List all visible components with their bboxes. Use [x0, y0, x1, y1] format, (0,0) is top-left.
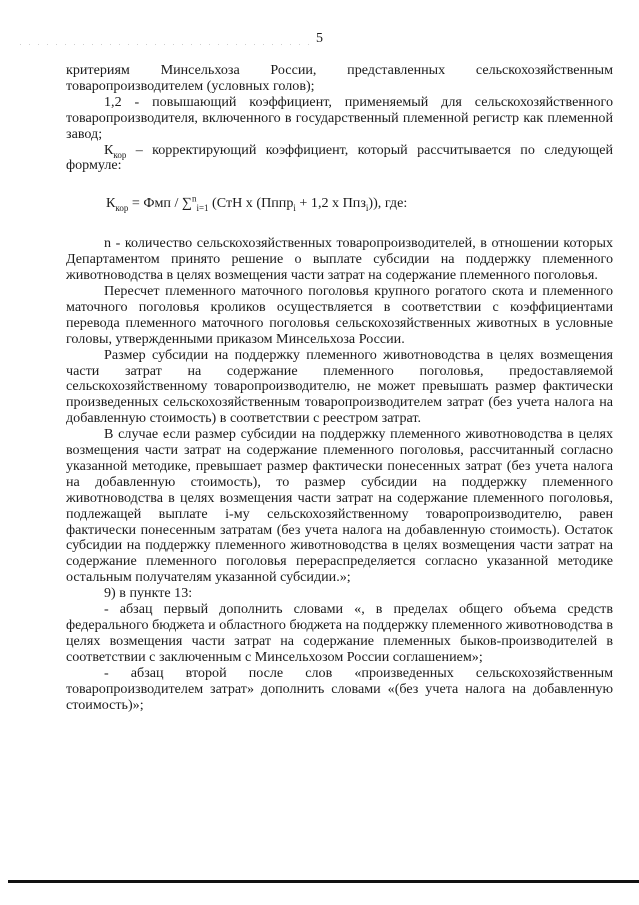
kkor-text: – корректирующий коэффициент, который рассчитывается по следующей формуле: — [66, 141, 613, 174]
paragraph-n-definition: n - количество сельскохозяйственных товаропроизводителей, в отношении которых Департаментом принято решение о выплате субсидии на поддержку племенного животноводства в целях возмещения части затрат на содержание племенного поголовья. — [66, 235, 613, 284]
formula-sum-sub: i=1 — [196, 203, 209, 214]
paragraph-excess-case: В случае если размер субсидии на поддержку племенного животноводства в целях возмещения части затрат на содержание племенного поголовья, рассчитанный согласно указанной методике, превышает размер фактически понесенных затрат (без учета налога на добавленную стоимость), то размер субсидии на поддержку племенного животноводства в целях возмещения части затрат на содержание племенного поголовья, подлежащей выплате i-му сельскохозяйственному товаропроизводителю, равен фактически понесенным затратам (без учета налога на добавленную стоимость). Остаток субсидии на поддержку племенного животноводства в целях возмещения части затрат на содержание племенного поголовья перераспределяется согласно указанной методике остальным получателям указанной субсидии.»; — [66, 426, 613, 586]
bottom-divider — [8, 880, 639, 883]
paragraph-coefficient-1-2: 1,2 - повышающий коэффициент, применяемый для сельскохозяйственного товаропроизводителя, включенного в государственный племенной регистр как племенной завод; — [66, 93, 613, 142]
document-body — [66, 63, 613, 713]
paragraph-kkor-definition — [66, 143, 613, 175]
paragraph-criteria: критериям Минсельхоза России, представленных сельскохозяйственным товаропроизводителем (условных голов); — [66, 62, 613, 94]
formula-k-sub: кор — [115, 203, 129, 214]
formula-mid: = Фмп / ∑ — [128, 195, 192, 212]
page-number: 5 — [316, 31, 323, 46]
formula — [66, 193, 613, 214]
paragraph-subsidy-size: Размер субсидии на поддержку племенного животноводства в целях возмещения части затрат на содержание племенного поголовья, предоставляемой сельскохозяйственному товаропроизводителю, не может превышать размер фактически произведенных сельскохозяйственным товаропроизводителем затрат (без учета налога на добавленную стоимость) в соответствии с реестром затрат. — [66, 346, 613, 427]
formula-sum-sup: n — [191, 193, 197, 204]
formula-i2: i — [365, 203, 369, 214]
paragraph-second-paragraph-amend: - абзац второй после слов «произведенных сельскохозяйственным товаропроизводителем затрат» дополнить словами «(без учета налога на добавленную стоимость)»; — [66, 664, 613, 713]
kkor-symbol: К — [104, 141, 114, 158]
formula-k: К — [106, 195, 116, 212]
formula-expr-b: + 1,2 х Ппз — [295, 195, 366, 212]
paragraph-first-paragraph-amend: - абзац первый дополнить словами «, в пределах общего объема средств федерального бюджета и областного бюджета на поддержку племенного животноводства в целях возмещения части затрат на содержание племенных быков-производителей в соответствии с заключенным с Минсельхозом России соглашением»; — [66, 601, 613, 665]
formula-expr-c: )), где: — [368, 195, 408, 212]
formula-i1: i — [293, 203, 296, 214]
paragraph-recalculation: Пересчет племенного маточного поголовья крупного рогатого скота и племенного маточного поголовья кроликов осуществляется в соответствии с коэффициентами перевода племенного маточного поголовья сельскохозяйственных животных в условные головы, утвержденными приказом Минсельхоза России. — [66, 282, 613, 347]
paragraph-item-9: 9) в пункте 13: — [104, 585, 193, 602]
kkor-subscript: кор — [113, 149, 127, 160]
formula-expr-a: (СтН х (Пппр — [208, 195, 294, 212]
